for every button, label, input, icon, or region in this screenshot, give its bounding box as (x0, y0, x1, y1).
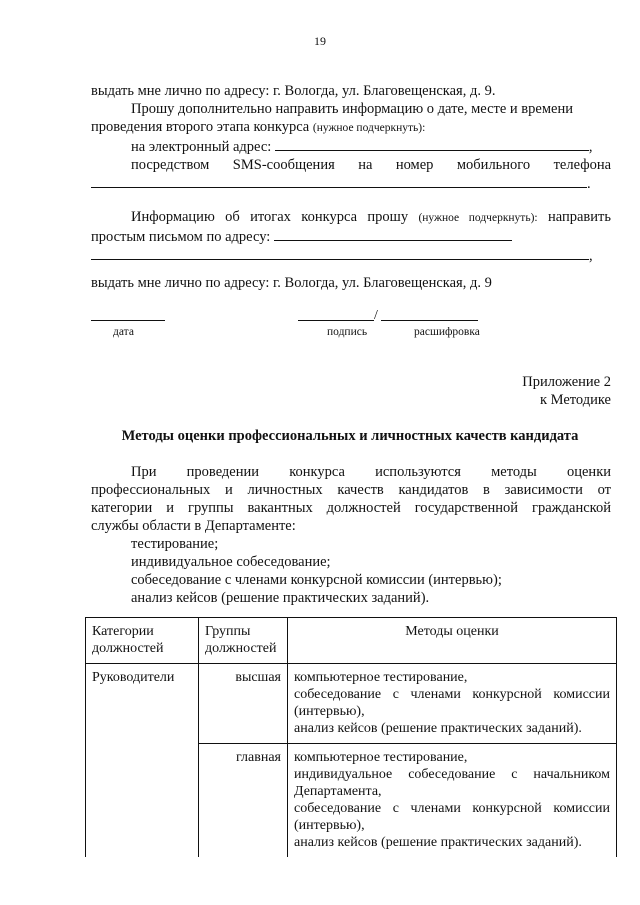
mail-address-field[interactable] (274, 227, 512, 241)
methods-intro-line: При проведении конкурса используются методы оценки (131, 464, 611, 480)
form-line-results (91, 208, 611, 227)
method-line: собеседование с членами конкурсной комиссии (294, 801, 610, 816)
method-line: собеседование с членами конкурсной комиссии (294, 687, 610, 702)
header-category: Категории должностей (86, 618, 199, 664)
form-mail-comma: , (589, 248, 593, 264)
method-line: анализ кейсов (решение практических заданий). (294, 835, 582, 850)
form-line-personal: выдать мне лично по адресу: г. Вологда, ул. Благовещенская, д. 9 (91, 275, 492, 291)
form-underline-note: (нужное подчеркнуть): (312, 122, 426, 134)
decode-caption: расшифровка (414, 326, 480, 338)
form-email-comma: , (588, 139, 593, 155)
email-field[interactable] (275, 137, 589, 151)
cell-methods (288, 664, 617, 744)
form-line-delivery: выдать мне лично по адресу: г. Вологда, ул. Благовещенская, д. 9. (91, 83, 496, 99)
method-line: компьютерное тестирование, (294, 750, 468, 765)
signature-decode-field[interactable] (381, 320, 478, 321)
method-line: (интервью), (294, 818, 365, 833)
form-results-send: направить (547, 209, 611, 225)
table-row (86, 664, 617, 744)
cell-group: высшая (199, 664, 288, 744)
cell-group: главная (199, 744, 288, 858)
section-title: Методы оценки профессиональных и личностных качеств кандидата (121, 428, 579, 444)
signature-slash: / (374, 308, 378, 323)
form-line-mail-cont (91, 246, 611, 265)
form-sms-word: на (358, 157, 373, 173)
methods-list-item: индивидуальное собеседование; (131, 554, 331, 570)
date-field[interactable] (91, 320, 165, 321)
phone-field[interactable] (91, 174, 587, 188)
methods-list-item: тестирование; (131, 536, 219, 552)
table-header-row (86, 618, 617, 664)
form-line-email (91, 137, 611, 156)
date-caption: дата (113, 326, 134, 338)
form-results-text: Информацию об итогах конкурса прошу (131, 209, 409, 225)
mail-address-field-cont[interactable] (91, 246, 589, 260)
methods-intro-line: службы области в Департаменте: (91, 518, 296, 534)
form-line-second-stage (91, 118, 611, 137)
methods-intro-line: категории и группы вакантных должностей государственной гражданской (91, 500, 611, 516)
header-methods: Методы оценки (288, 618, 617, 664)
cell-methods (288, 744, 617, 858)
form-line-phone (91, 174, 611, 193)
form-mail-label: простым письмом по адресу: (91, 229, 271, 245)
form-line-sms (91, 156, 611, 174)
methods-text (91, 463, 611, 607)
signature-caption: подпись (327, 326, 368, 338)
header-group: Группы должностей (199, 618, 288, 664)
page-number: 19 (314, 34, 326, 48)
form-sms-word: номер (395, 157, 434, 173)
appendix-heading (522, 373, 611, 409)
method-line: Департамента, (294, 784, 382, 799)
form-line-mail (91, 227, 611, 246)
form-sms-word: посредством (131, 157, 210, 173)
application-form-text (91, 82, 611, 193)
results-form-text (91, 208, 611, 265)
form-results-note: (нужное подчеркнуть): (418, 212, 538, 224)
form-line-request: Прошу дополнительно направить информацию о дате, месте и времени (131, 101, 573, 117)
form-phone-period: . (587, 176, 591, 192)
cell-category: Руководители (86, 664, 199, 858)
method-line: (интервью), (294, 704, 365, 719)
evaluation-methods-table (85, 617, 617, 857)
appendix-number: Приложение 2 (522, 374, 611, 390)
method-line: анализ кейсов (решение практических заданий). (294, 721, 582, 736)
method-line: компьютерное тестирование, (294, 670, 468, 685)
signature-field[interactable] (298, 320, 374, 321)
form-second-stage-text: проведения второго этапа конкурса (91, 119, 310, 135)
methods-intro-line: профессиональных и личностных качеств кандидатов в зависимости от (91, 482, 611, 498)
methods-list-item: анализ кейсов (решение практических заданий). (131, 590, 430, 606)
form-sms-word: мобильного (456, 157, 531, 173)
form-sms-word: телефона (553, 157, 612, 173)
methods-list-item: собеседование с членами конкурсной комиссии (интервью); (131, 572, 502, 588)
appendix-reference: к Методике (539, 392, 611, 408)
form-email-label: на электронный адрес: (131, 139, 272, 155)
method-line: индивидуальное собеседование с начальником (294, 767, 610, 782)
signature-block (91, 308, 611, 342)
form-sms-word: SMS-сообщения (232, 157, 335, 173)
